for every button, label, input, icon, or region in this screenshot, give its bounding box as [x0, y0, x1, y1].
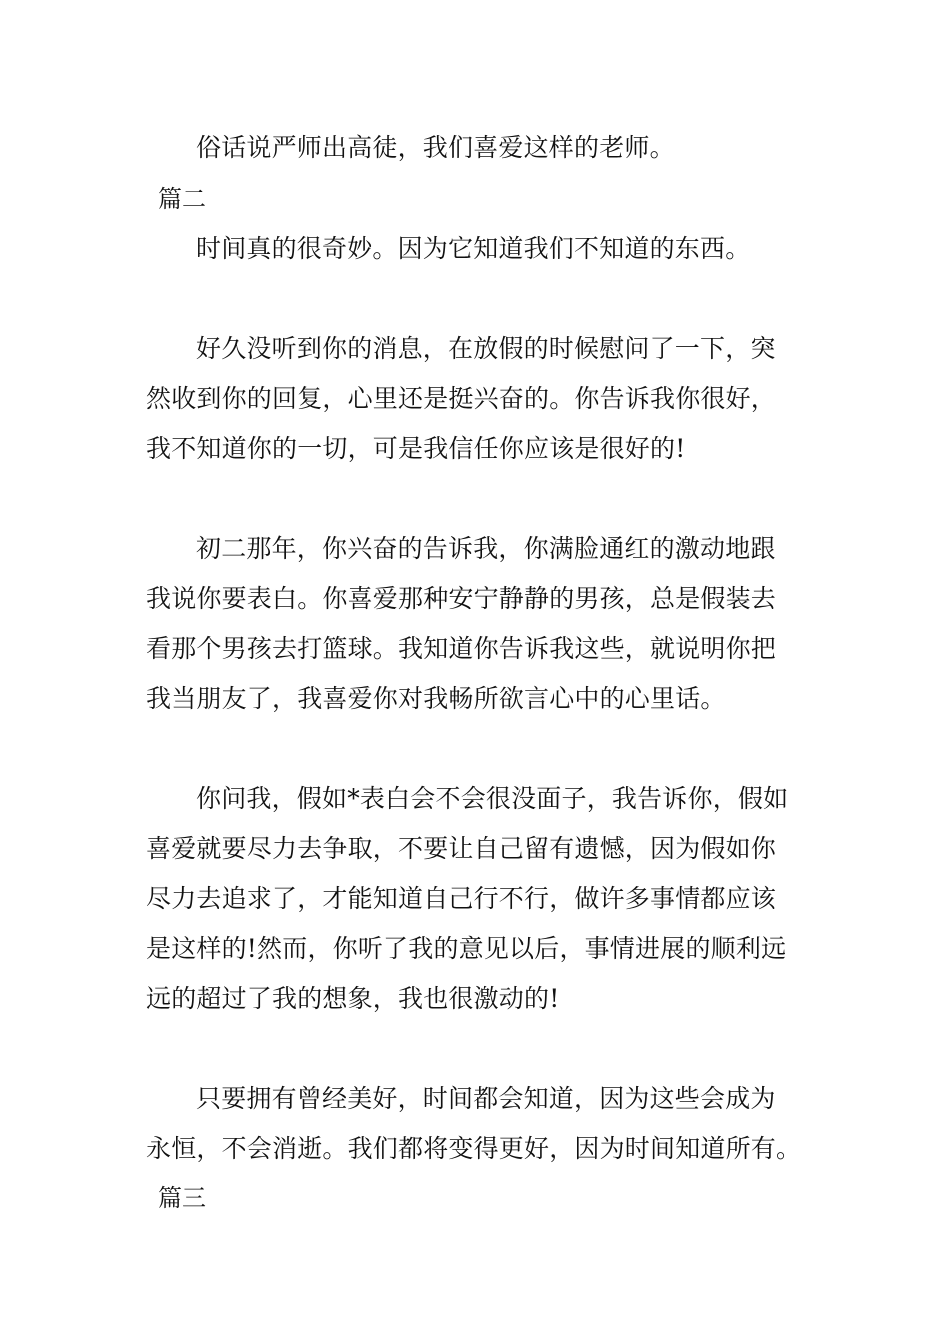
- text-line: 看那个男孩去打篮球。我知道你告诉我这些，就说明你把: [146, 634, 777, 663]
- text-line: 我当朋友了，我喜爱你对我畅所欲言心中的心里话。: [146, 684, 726, 713]
- text-line: 只要拥有曾经美好，时间都会知道，因为这些会成为: [196, 1084, 776, 1113]
- text-line: 好久没听到你的消息，在放假的时候慰问了一下，突: [196, 334, 776, 363]
- section-heading: 篇二: [158, 185, 206, 213]
- text-line: 是这样的!然而，你听了我的意见以后，事情进展的顺利远: [146, 934, 787, 963]
- text-line: 我不知道你的一切，可是我信任你应该是很好的!: [146, 434, 686, 463]
- text-line: 远的超过了我的想象，我也很激动的!: [146, 984, 560, 1013]
- text-line: 尽力去追求了，才能知道自己行不行，做许多事情都应该: [146, 884, 777, 913]
- text-line: 永恒，不会消逝。我们都将变得更好，因为时间知道所有。: [146, 1134, 802, 1163]
- text-line: 喜爱就要尽力去争取，不要让自己留有遗憾，因为假如你: [146, 834, 777, 863]
- text-line: 时间真的很奇妙。因为它知道我们不知道的东西。: [196, 234, 751, 263]
- section-heading: 篇三: [158, 1184, 206, 1212]
- text-line: 初二那年，你兴奋的告诉我，你满脸通红的激动地跟: [196, 534, 776, 563]
- text-line: 你问我，假如*表白会不会很没面子，我告诉你，假如: [196, 784, 789, 813]
- text-line: 我说你要表白。你喜爱那种安宁静静的男孩，总是假装去: [146, 584, 777, 613]
- text-line: 然收到你的回复，心里还是挺兴奋的。你告诉我你很好，: [146, 384, 777, 413]
- text-line: 俗话说严师出高徒，我们喜爱这样的老师。: [196, 133, 675, 162]
